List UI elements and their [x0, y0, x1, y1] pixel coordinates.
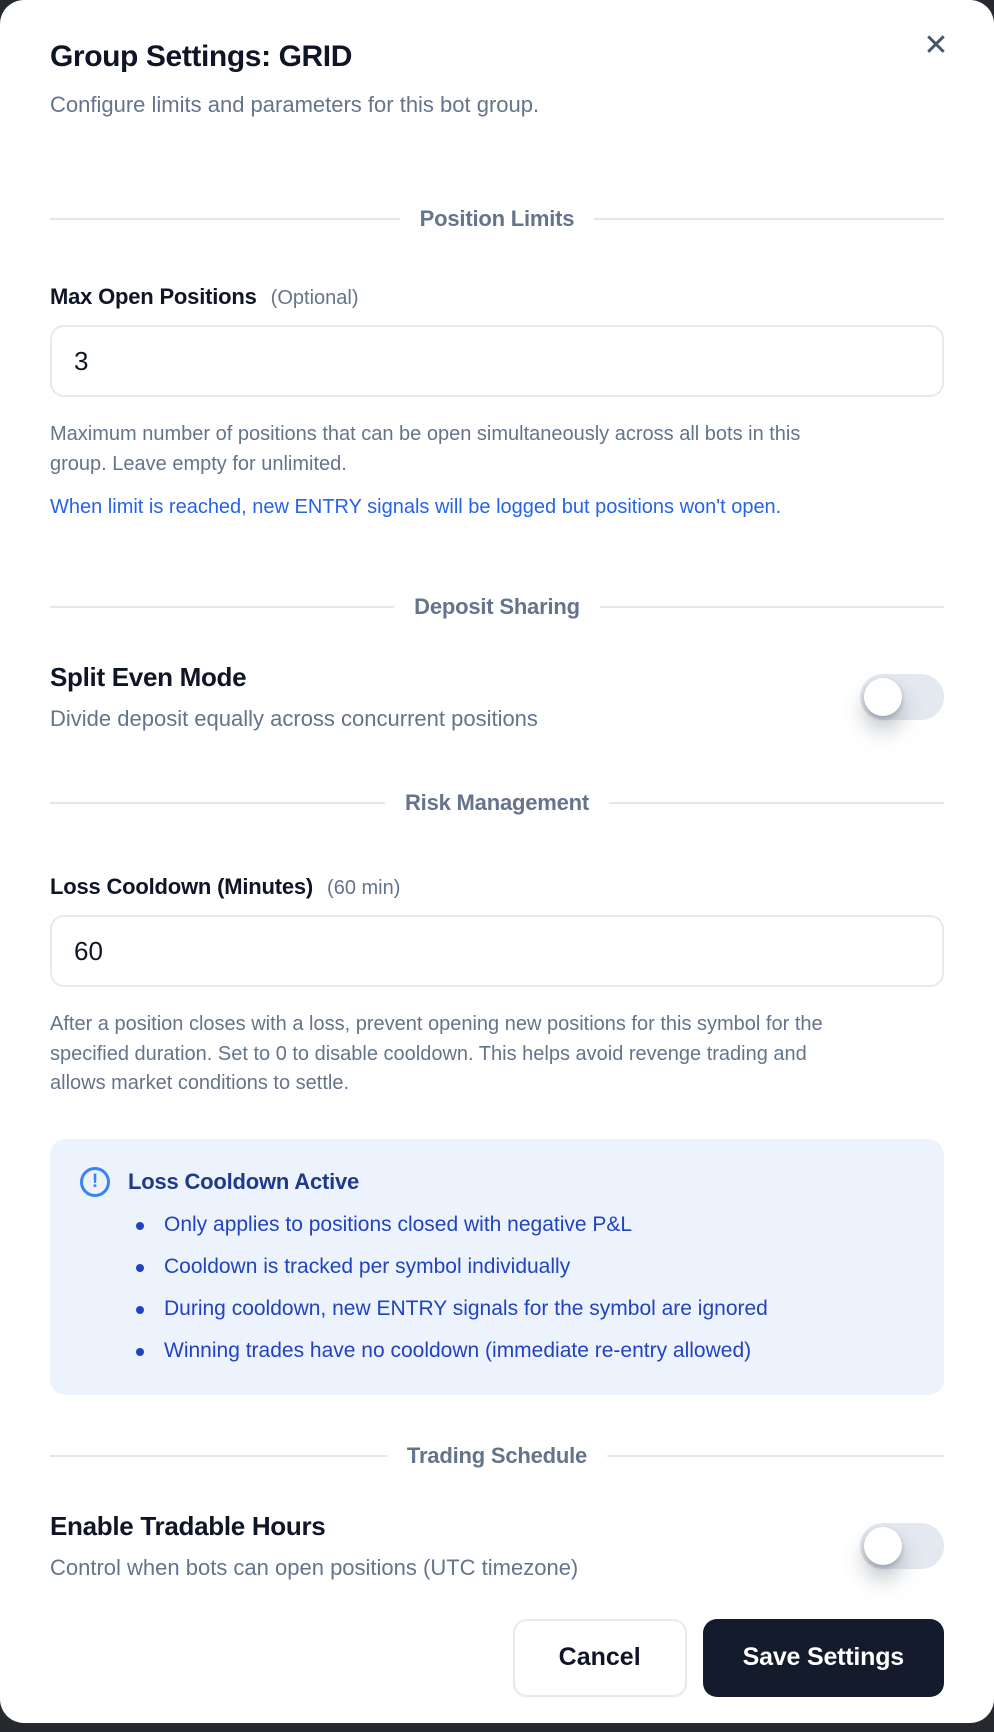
max-open-positions-label-row: [50, 282, 944, 312]
close-icon: ✕: [923, 29, 949, 62]
info-box-header: [80, 1167, 914, 1197]
toggle-knob: [864, 678, 902, 716]
section-divider-position-limits: [50, 206, 944, 232]
max-open-positions-help: Maximum number of positions that can be open simultaneously across all bots in this group. Leave empty for unlimited.: [50, 423, 801, 475]
enable-tradable-hours-toggle[interactable]: [860, 1523, 944, 1569]
enable-tradable-hours-row: [50, 1509, 944, 1583]
enable-tradable-hours-label: Enable Tradable Hours: [50, 1510, 326, 1541]
info-bullet: Winning trades have no cooldown (immediate re-entry allowed): [130, 1337, 914, 1365]
max-open-positions-label: Max Open Positions: [50, 284, 257, 309]
toggle-knob: [864, 1527, 902, 1565]
info-bullet: Cooldown is tracked per symbol individually: [130, 1253, 914, 1281]
section-divider-risk-management: [50, 790, 944, 816]
max-open-positions-note: When limit is reached, new ENTRY signals will be logged but positions won't open.: [50, 496, 782, 518]
section-divider-deposit-sharing: [50, 594, 944, 620]
info-bullet-list: [80, 1211, 914, 1365]
section-heading-risk-management: Risk Management: [404, 790, 590, 815]
section-heading-trading-schedule: Trading Schedule: [406, 1442, 588, 1468]
split-even-mode-toggle[interactable]: [860, 674, 944, 720]
loss-cooldown-hint: (60 min): [327, 877, 401, 899]
alert-circle-icon: [80, 1167, 110, 1197]
modal-subtitle: Configure limits and parameters for this bot group.: [50, 92, 540, 117]
enable-tradable-hours-description: Control when bots can open positions (UTC timezone): [50, 1554, 579, 1580]
section-divider-trading-schedule: [50, 1443, 944, 1469]
loss-cooldown-info-box: [50, 1139, 944, 1395]
section-heading-deposit-sharing: Deposit Sharing: [414, 594, 580, 619]
modal-title: Group Settings: GRID: [50, 40, 352, 73]
split-even-mode-row: [50, 660, 944, 734]
split-even-mode-label: Split Even Mode: [50, 662, 247, 692]
loss-cooldown-help: After a position closes with a loss, prevent opening new positions for this symbol for the specified duration. Set to 0 to disable cooldown. This helps avoid revenge trading and allows market conditions to settle.: [50, 1013, 823, 1094]
cancel-button[interactable]: Cancel: [513, 1619, 687, 1697]
close-button[interactable]: [912, 22, 960, 70]
max-open-positions-input[interactable]: [50, 325, 944, 397]
split-even-mode-description: Divide deposit equally across concurrent positions: [50, 706, 538, 731]
info-bullet: Only applies to positions closed with negative P&L: [130, 1211, 914, 1239]
section-heading-position-limits: Position Limits: [419, 206, 575, 231]
loss-cooldown-label-row: [50, 872, 944, 902]
loss-cooldown-label: Loss Cooldown (Minutes): [50, 874, 314, 899]
loss-cooldown-input[interactable]: [50, 915, 944, 987]
save-settings-button[interactable]: Save Settings: [703, 1619, 944, 1697]
max-open-positions-optional-hint: (Optional): [270, 287, 359, 309]
info-box-title: Loss Cooldown Active: [128, 1168, 360, 1194]
info-bullet: During cooldown, new ENTRY signals for the symbol are ignored: [130, 1295, 914, 1323]
modal-footer: [50, 1619, 944, 1697]
